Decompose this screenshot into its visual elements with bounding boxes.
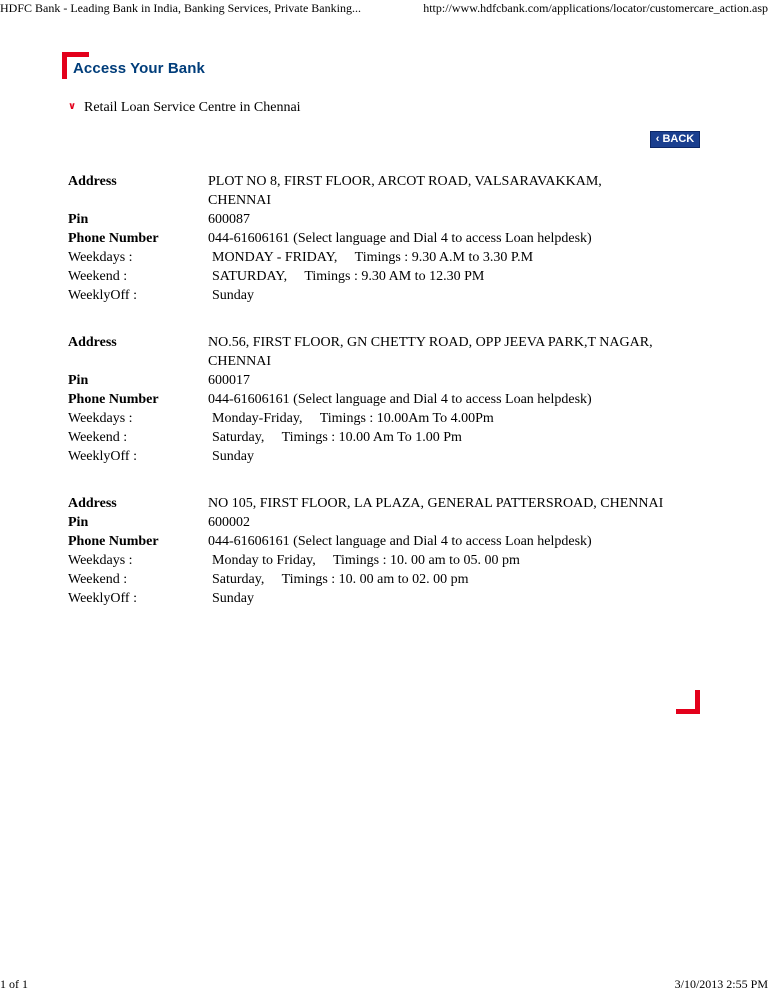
- address-line: CHENNAI: [208, 354, 271, 369]
- address-row: [68, 172, 708, 210]
- weekdays-row: [68, 248, 708, 267]
- logo-text: Access Your Bank: [73, 60, 205, 77]
- phone-row: [68, 390, 708, 409]
- print-footer-datetime: 3/10/2013 2:55 PM: [674, 977, 768, 991]
- address-value: [208, 172, 708, 210]
- service-centre-2: [68, 333, 708, 466]
- red-corner-bottom-icon: [676, 690, 700, 714]
- print-footer-page: 1 of 1: [0, 977, 28, 991]
- chevron-left-icon: ‹: [655, 133, 660, 145]
- address-row: [68, 494, 708, 513]
- address-label: Address: [68, 496, 117, 511]
- phone-value: 044-61606161 (Select language and Dial 4 to access Loan helpdesk): [208, 534, 592, 549]
- weekdays-value: MONDAY - FRIDAY, Timings : 9.30 A.M to 3.30 P.M: [212, 250, 534, 265]
- weeklyoff-row: [68, 447, 708, 466]
- weeklyoff-value: Sunday: [212, 449, 254, 464]
- weekdays-row: [68, 409, 708, 428]
- weekend-value: Saturday, Timings : 10.00 Am To 1.00 Pm: [212, 430, 462, 445]
- chevron-down-icon: ∨: [68, 101, 77, 112]
- weeklyoff-label: WeeklyOff :: [68, 288, 137, 303]
- weeklyoff-value: Sunday: [212, 591, 254, 606]
- address-row: [68, 333, 708, 371]
- print-header-title: HDFC Bank - Leading Bank in India, Banking Services, Private Banking...: [0, 1, 361, 15]
- access-your-bank-logo: [62, 52, 232, 82]
- pin-row: [68, 371, 708, 390]
- address-line: NO.56, FIRST FLOOR, GN CHETTY ROAD, OPP JEEVA PARK,T NAGAR,: [208, 335, 653, 350]
- address-value: [208, 494, 708, 513]
- weekend-value: SATURDAY, Timings : 9.30 AM to 12.30 PM: [212, 269, 485, 284]
- service-centre-3: [68, 494, 708, 608]
- phone-label: Phone Number: [68, 231, 159, 246]
- pin-value: 600002: [208, 515, 250, 530]
- pin-label: Pin: [68, 373, 89, 388]
- print-header-url: http://www.hdfcbank.com/applications/locator/customercare_action.asp: [423, 1, 768, 15]
- weeklyoff-label: WeeklyOff :: [68, 449, 137, 464]
- pin-value: 600017: [208, 373, 250, 388]
- section-title-text: Retail Loan Service Centre in Chennai: [84, 100, 301, 115]
- phone-value: 044-61606161 (Select language and Dial 4 to access Loan helpdesk): [208, 392, 592, 407]
- pin-row: [68, 210, 708, 229]
- address-line: CHENNAI: [208, 193, 271, 208]
- weekdays-label: Weekdays :: [68, 411, 133, 426]
- phone-value: 044-61606161 (Select language and Dial 4 to access Loan helpdesk): [208, 231, 592, 246]
- phone-label: Phone Number: [68, 392, 159, 407]
- weekend-row: [68, 267, 708, 286]
- back-button[interactable]: [650, 131, 700, 148]
- section-title: [68, 100, 301, 116]
- weeklyoff-row: [68, 286, 708, 305]
- weekdays-label: Weekdays :: [68, 553, 133, 568]
- address-label: Address: [68, 174, 117, 189]
- address-value: [208, 333, 708, 371]
- weekend-row: [68, 428, 708, 447]
- weekend-value: Saturday, Timings : 10. 00 am to 02. 00 pm: [212, 572, 469, 587]
- service-centre-1: [68, 172, 708, 305]
- pin-label: Pin: [68, 212, 89, 227]
- pin-value: 600087: [208, 212, 250, 227]
- phone-row: [68, 532, 708, 551]
- address-line: PLOT NO 8, FIRST FLOOR, ARCOT ROAD, VALSARAVAKKAM,: [208, 174, 602, 189]
- back-button-label: BACK: [662, 133, 695, 145]
- phone-row: [68, 229, 708, 248]
- weekend-label: Weekend :: [68, 572, 128, 587]
- phone-label: Phone Number: [68, 534, 159, 549]
- weekend-label: Weekend :: [68, 430, 128, 445]
- weekdays-row: [68, 551, 708, 570]
- weeklyoff-row: [68, 589, 708, 608]
- weeklyoff-label: WeeklyOff :: [68, 591, 137, 606]
- weeklyoff-value: Sunday: [212, 288, 254, 303]
- pin-label: Pin: [68, 515, 89, 530]
- weekend-row: [68, 570, 708, 589]
- weekdays-value: Monday-Friday, Timings : 10.00Am To 4.00Pm: [212, 411, 494, 426]
- address-label: Address: [68, 335, 117, 350]
- address-line: NO 105, FIRST FLOOR, LA PLAZA, GENERAL PATTERSROAD, CHENNAI: [208, 496, 664, 511]
- weekdays-label: Weekdays :: [68, 250, 133, 265]
- weekend-label: Weekend :: [68, 269, 128, 284]
- weekdays-value: Monday to Friday, Timings : 10. 00 am to 05. 00 pm: [212, 553, 520, 568]
- pin-row: [68, 513, 708, 532]
